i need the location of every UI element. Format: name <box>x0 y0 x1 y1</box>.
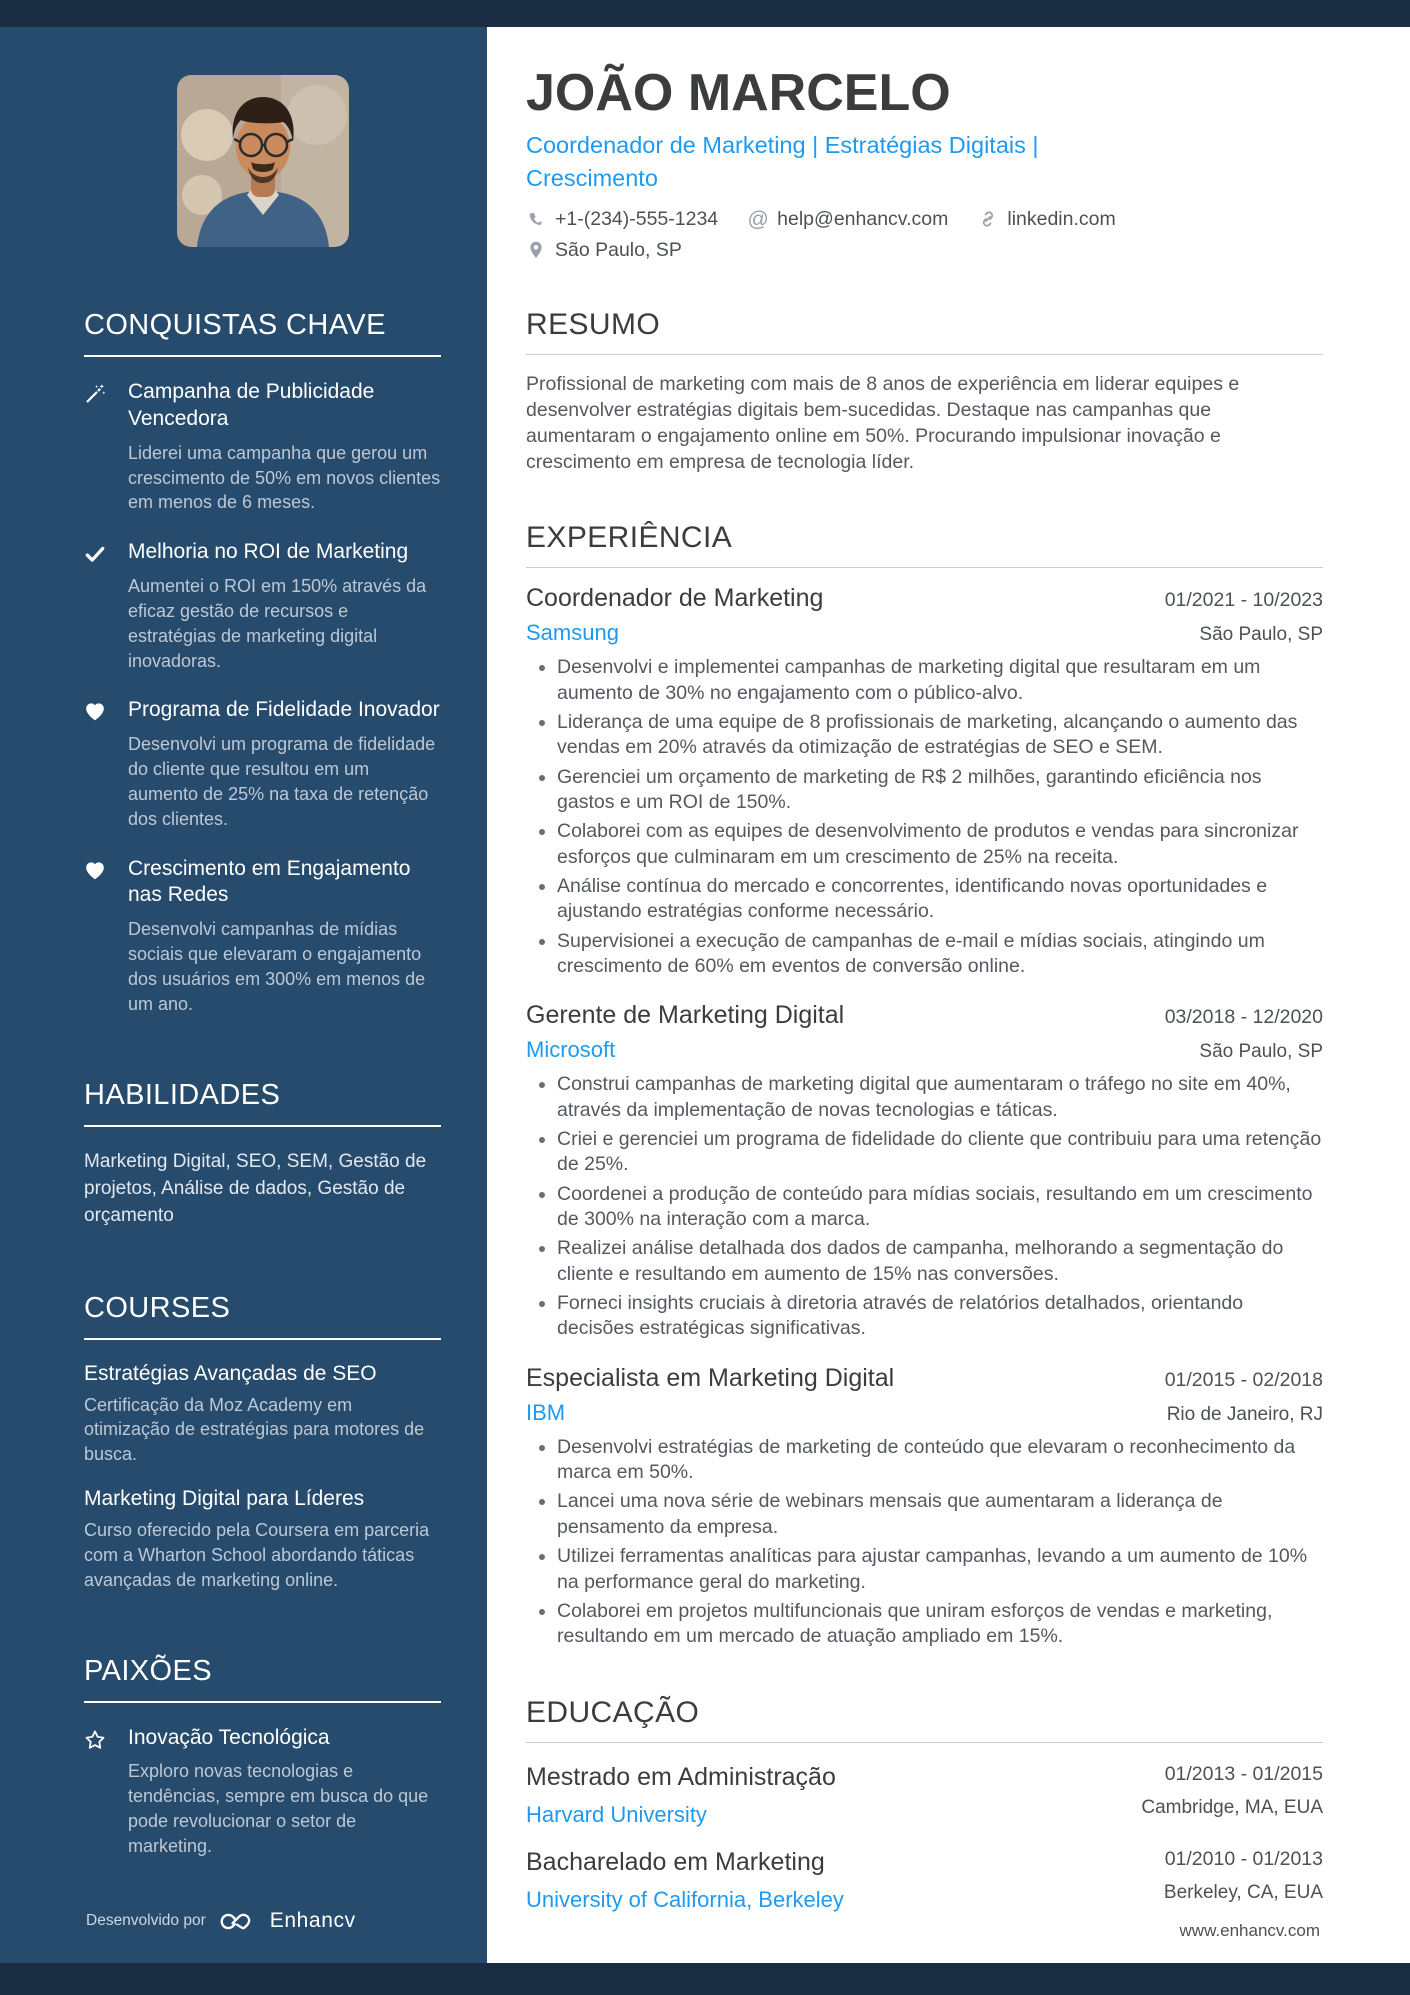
email-contact[interactable] <box>748 208 948 231</box>
education-dates: 01/2013 - 01/2015 <box>1164 1762 1323 1785</box>
bullet-item: • Supervisionei a execução de campanhas de e-mail e mídias sociais, atingindo um crescimento de 60% em eventos de conversão online. <box>557 929 1323 980</box>
bullet-item: • Criei e gerenciei um programa de fidelidade do cliente que contribuiu para uma retenção de 25%. <box>557 1127 1323 1178</box>
education-right <box>1141 1763 1323 1828</box>
job-entry <box>526 584 1323 979</box>
course-item <box>84 1487 441 1592</box>
linkedin-contact[interactable] <box>978 208 1115 231</box>
resume-header <box>526 63 1323 262</box>
job-company[interactable]: Samsung <box>526 620 619 646</box>
sidebar-section-courses <box>84 1292 441 1593</box>
course-text: Curso oferecido pela Coursera em parceria com a Wharton School abordando táticas avançadas de marketing online. <box>84 1520 430 1590</box>
achievement-title: Melhoria no ROI de Marketing <box>128 540 409 564</box>
phone-contact <box>526 208 718 231</box>
summary-text: Profissional de marketing com mais de 8 anos de experiência em liderar equipes e desenvolver estratégias digitais bem-sucedidas. Destaque nas campanhas que aumentaram o engajamento online em 50%. Procurando impulsionar inovação e crescimento em empresa de tecnologia líder. <box>526 372 1240 474</box>
achievement-item <box>84 379 441 515</box>
job-entry <box>526 1364 1323 1650</box>
job-title: Especialista em Marketing Digital <box>526 1363 895 1392</box>
bullet-item: • Liderança de uma equipe de 8 profissionais de marketing, alcançando o aumento das vendas em 20% através da otimização de estratégias de SEO e SEM. <box>557 710 1323 761</box>
summary-heading: RESUMO <box>526 308 1323 355</box>
bullet-item: • Lancei uma nova série de webinars mensais que aumentaram a liderança de pensamento da empresa. <box>557 1489 1323 1540</box>
bullet-item: • Desenvolvi e implementei campanhas de marketing digital que resultaram em um aumento de 30% no engajamento com o público-alvo. <box>557 655 1323 706</box>
courses-heading: COURSES <box>84 1292 441 1340</box>
education-left <box>526 1848 844 1913</box>
job-location: Rio de Janeiro, RJ <box>1166 1403 1323 1425</box>
achievement-text: Desenvolvi campanhas de mídias sociais que elevaram o engajamento dos usuários em 300% em menos de um ano. <box>128 919 426 1014</box>
person-name: JOÃO MARCELO <box>526 64 951 122</box>
achievement-content <box>128 379 441 515</box>
job-dates: 01/2015 - 02/2018 <box>1164 1368 1323 1391</box>
at-icon: @ <box>747 207 769 231</box>
sidebar-section-achievements <box>84 309 441 1017</box>
section-education <box>526 1696 1323 1913</box>
section-summary <box>526 308 1323 476</box>
section-experience <box>526 521 1323 1649</box>
achievement-content <box>128 539 441 673</box>
resume-page <box>0 27 1410 1963</box>
education-location: Berkeley, CA, EUA <box>1163 1881 1323 1903</box>
education-entry <box>526 1848 1323 1913</box>
passion-content <box>128 1725 441 1859</box>
portrait-illustration <box>177 75 349 247</box>
skills-list: Marketing Digital, SEO, SEM, Gestão de projetos, Análise de dados, Gestão de orçamento <box>84 1150 427 1226</box>
bullet-item: • Utilizei ferramentas analíticas para ajustar campanhas, levando a um aumento de 10% na performance geral do marketing. <box>557 1544 1323 1595</box>
school[interactable]: Harvard University <box>526 1801 707 1827</box>
location-value: São Paulo, SP <box>555 238 682 261</box>
passions-heading: PAIXÕES <box>84 1655 441 1703</box>
heart-icon <box>84 701 106 723</box>
education-heading: EDUCAÇÃO <box>526 1696 1323 1743</box>
job-company[interactable]: IBM <box>526 1399 566 1425</box>
course-text: Certificação da Moz Academy em otimização de estratégias para motores de busca. <box>84 1394 425 1465</box>
education-dates: 01/2010 - 01/2013 <box>1164 1847 1323 1870</box>
sidebar <box>0 27 487 1963</box>
star-icon <box>84 1729 106 1751</box>
wand-icon <box>84 383 106 405</box>
email-value[interactable]: help@enhancv.com <box>777 207 949 230</box>
profile-photo <box>177 75 349 247</box>
job-bullets <box>526 655 1323 979</box>
sidebar-section-passions <box>84 1655 441 1859</box>
bullet-item: • Desenvolvi estratégias de marketing de conteúdo que elevaram o reconhecimento da marca em 50%. <box>557 1435 1323 1486</box>
job-location: São Paulo, SP <box>1199 624 1323 646</box>
passion-text: Exploro novas tecnologias e tendências, sempre em busca do que pode revolucionar o setor de marketing. <box>128 1761 429 1856</box>
achievement-text: Liderei uma campanha que gerou um crescimento de 50% em novos clientes em menos de 6 meses. <box>128 442 441 513</box>
person-headline: Coordenador de Marketing | Estratégias Digitais | Crescimento <box>526 132 1039 192</box>
course-title: Marketing Digital para Líderes <box>84 1487 365 1511</box>
job-title: Gerente de Marketing Digital <box>526 1001 845 1030</box>
powered-by <box>86 1909 356 1933</box>
enhancv-logo-icon <box>217 1910 259 1933</box>
enhancv-site-link[interactable]: www.enhancv.com <box>1179 1921 1320 1940</box>
heart-icon <box>84 860 106 882</box>
course-item <box>84 1362 441 1467</box>
powered-by-label: Desenvolvido por <box>86 1912 206 1929</box>
job-bullets <box>526 1072 1323 1341</box>
school[interactable]: University of California, Berkeley <box>526 1886 844 1912</box>
passion-item <box>84 1725 441 1859</box>
job-location: São Paulo, SP <box>1199 1041 1323 1063</box>
achievement-item <box>84 697 441 831</box>
degree: Mestrado em Administração <box>526 1762 836 1791</box>
job-bullets <box>526 1435 1323 1650</box>
skills-heading: HABILIDADES <box>84 1079 441 1127</box>
pin-icon <box>526 240 546 260</box>
achievements-heading: CONQUISTAS CHAVE <box>84 309 441 357</box>
achievement-text: Aumentei o ROI em 150% através da eficaz gestão de recursos e estratégias de marketing digital inovadoras. <box>128 576 427 671</box>
link-icon <box>978 209 998 229</box>
resume-main <box>487 27 1410 1963</box>
bullet-item: • Forneci insights cruciais à diretoria através de relatórios detalhados, orientando decisões estratégicas significativas. <box>557 1291 1323 1342</box>
bullet-item: • Gerenciei um orçamento de marketing de R$ 2 milhões, garantindo eficiência nos gastos e um ROI de 150%. <box>557 765 1323 816</box>
achievement-content <box>128 697 441 831</box>
location-contact <box>526 239 682 262</box>
achievement-text: Desenvolvi um programa de fidelidade do cliente que resultou em um aumento de 25% na taxa de retenção dos clientes. <box>128 734 436 829</box>
passion-title: Inovação Tecnológica <box>128 1725 330 1749</box>
achievement-title: Crescimento em Engajamento nas Redes <box>128 856 411 907</box>
phone-icon <box>526 209 546 229</box>
bullet-item: • Colaborei em projetos multifuncionais que uniram esforços de vendas e marketing, resultando em um mercado de atuação ampliado em 15%. <box>557 1599 1323 1650</box>
job-entry <box>526 1001 1323 1341</box>
check-icon <box>84 543 106 565</box>
job-title: Coordenador de Marketing <box>526 584 824 613</box>
job-dates: 03/2018 - 12/2020 <box>1164 1006 1323 1029</box>
bullet-item: • Colaborei com as equipes de desenvolvimento de produtos e vendas para sincronizar esforços que culminaram em um crescimento de 25% na receita. <box>557 819 1323 870</box>
bullet-item: • Construi campanhas de marketing digital que aumentaram o tráfego no site em 40%, através da implementação de novas tecnologias e táticas. <box>557 1072 1323 1123</box>
education-right <box>1164 1848 1323 1913</box>
job-company[interactable]: Microsoft <box>526 1037 616 1063</box>
achievement-content <box>128 856 441 1017</box>
achievement-title: Campanha de Publicidade Vencedora <box>128 380 375 430</box>
education-entry <box>526 1763 1323 1828</box>
achievement-item <box>84 539 441 673</box>
achievement-item <box>84 856 441 1017</box>
degree: Bacharelado em Marketing <box>526 1847 825 1876</box>
education-left <box>526 1763 836 1828</box>
experience-heading: EXPERIÊNCIA <box>526 521 1323 568</box>
contact-row <box>526 208 1236 262</box>
sidebar-section-skills <box>84 1079 441 1230</box>
linkedin-value[interactable]: linkedin.com <box>1007 207 1116 230</box>
bullet-item: • Coordenei a produção de conteúdo para mídias sociais, resultando em um crescimento de 300% na interação com a marca. <box>557 1182 1323 1233</box>
bullet-item: • Realizei análise detalhada dos dados de campanha, melhorando a segmentação do cliente e resultando em aumento de 15% nas conversões. <box>557 1236 1323 1287</box>
bullet-item: • Análise contínua do mercado e concorrentes, identificando novas oportunidades e ajustando estratégias conforme necessário. <box>557 874 1323 925</box>
achievement-title: Programa de Fidelidade Inovador <box>128 698 440 722</box>
education-location: Cambridge, MA, EUA <box>1141 1796 1323 1818</box>
phone-value: +1-(234)-555-1234 <box>555 207 719 230</box>
enhancv-brand[interactable]: Enhancv <box>269 1909 356 1932</box>
course-title: Estratégias Avançadas de SEO <box>84 1361 377 1385</box>
job-dates: 01/2021 - 10/2023 <box>1164 589 1323 612</box>
